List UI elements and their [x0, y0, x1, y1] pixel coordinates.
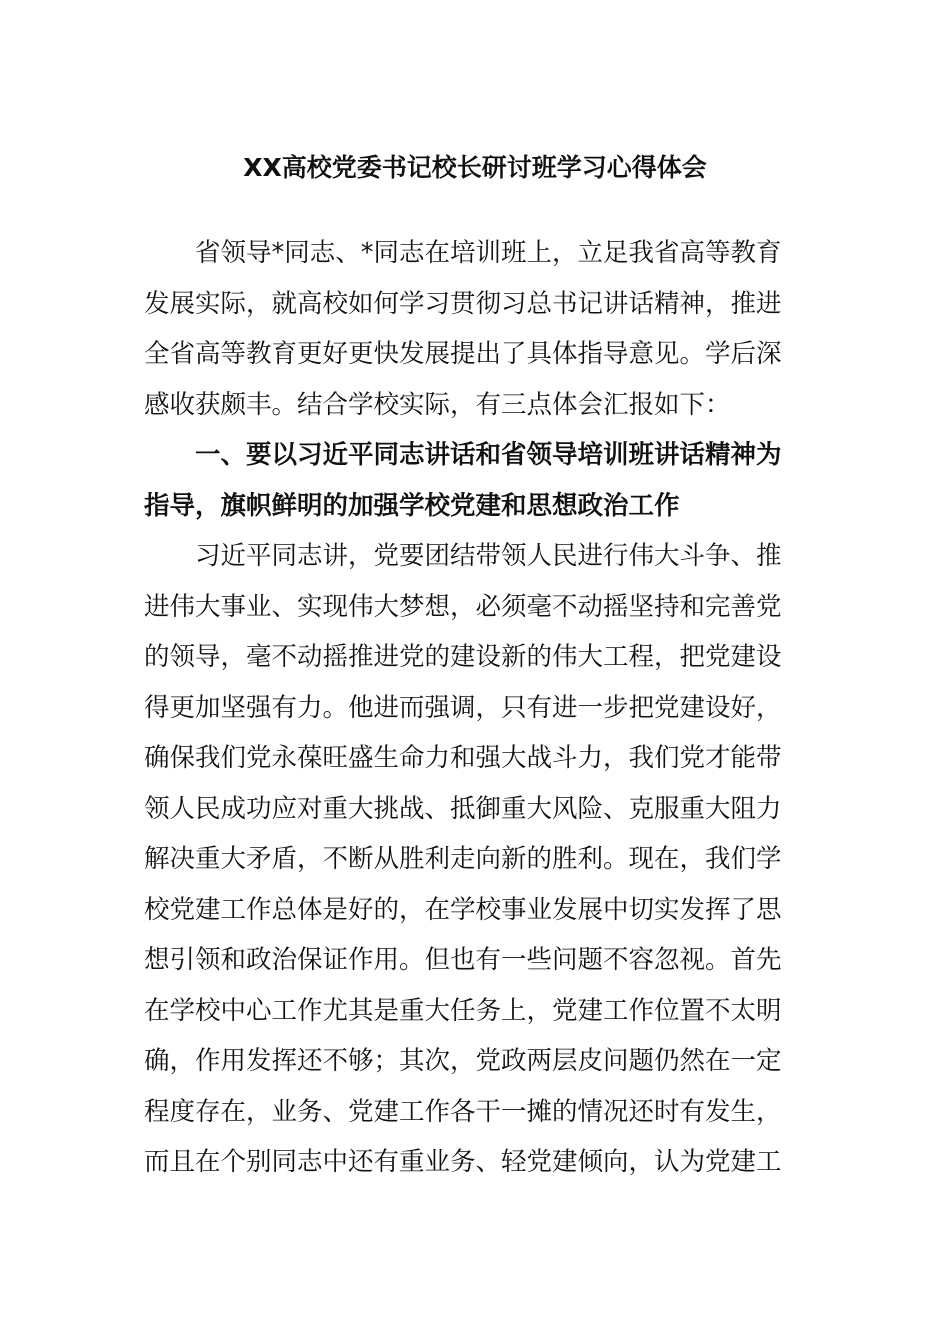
paragraph-line: 确，作用发挥还不够；其次，党政两层皮问题仍然在一定	[144, 1046, 782, 1076]
paragraph-line: 的领导，毫不动摇推进党的建设新的伟大工程，把党建设	[144, 642, 782, 672]
document-body	[144, 228, 814, 1188]
paragraph-line: 全省高等教育更好更快发展提出了具体指导意见。学后深	[144, 339, 782, 369]
paragraph-line: 进伟大事业、实现伟大梦想，必须毫不动摇坚持和完善党	[144, 591, 782, 622]
paragraph-line: 省领导*同志、*同志在培训班上，立足我省高等教育	[195, 238, 782, 268]
paragraph-line: 想引领和政治保证作用。但也有一些问题不容忽视。首先	[144, 945, 782, 975]
paragraph-line: 习近平同志讲，党要团结带领人民进行伟大斗争、推	[195, 541, 782, 571]
document-title: XX高校党委书记校长研讨班学习心得体会	[243, 153, 707, 182]
paragraph-line: 在学校中心工作尤其是重大任务上，党建工作位置不太明	[144, 995, 782, 1026]
paragraph-line: 而且在个别同志中还有重业务、轻党建倾向，认为党建工	[144, 1147, 782, 1177]
section-heading-line: 指导，旗帜鲜明的加强学校党建和思想政治工作	[144, 490, 680, 521]
paragraph-line: 发展实际，就高校如何学习贯彻习总书记讲话精神，推进	[144, 288, 782, 319]
paragraph-line: 确保我们党永葆旺盛生命力和强大战斗力，我们党才能带	[144, 743, 782, 773]
paragraph-line: 感收获颇丰。结合学校实际，有三点体会汇报如下：	[144, 389, 731, 420]
paragraph-line: 校党建工作总体是好的，在学校事业发展中切实发挥了思	[144, 894, 782, 925]
paragraph-line: 解决重大矛盾，不断从胜利走向新的胜利。现在，我们学	[144, 844, 782, 874]
paragraph-line: 程度存在，业务、党建工作各干一摊的情况还时有发生，	[144, 1096, 782, 1127]
paragraph-line: 领人民成功应对重大挑战、抵御重大风险、克服重大阻力	[144, 793, 782, 824]
paragraph-line: 得更加坚强有力。他进而强调，只有进一步把党建设好，	[144, 692, 782, 723]
section-heading-line: 一、要以习近平同志讲话和省领导培训班讲话精神为	[195, 440, 782, 470]
